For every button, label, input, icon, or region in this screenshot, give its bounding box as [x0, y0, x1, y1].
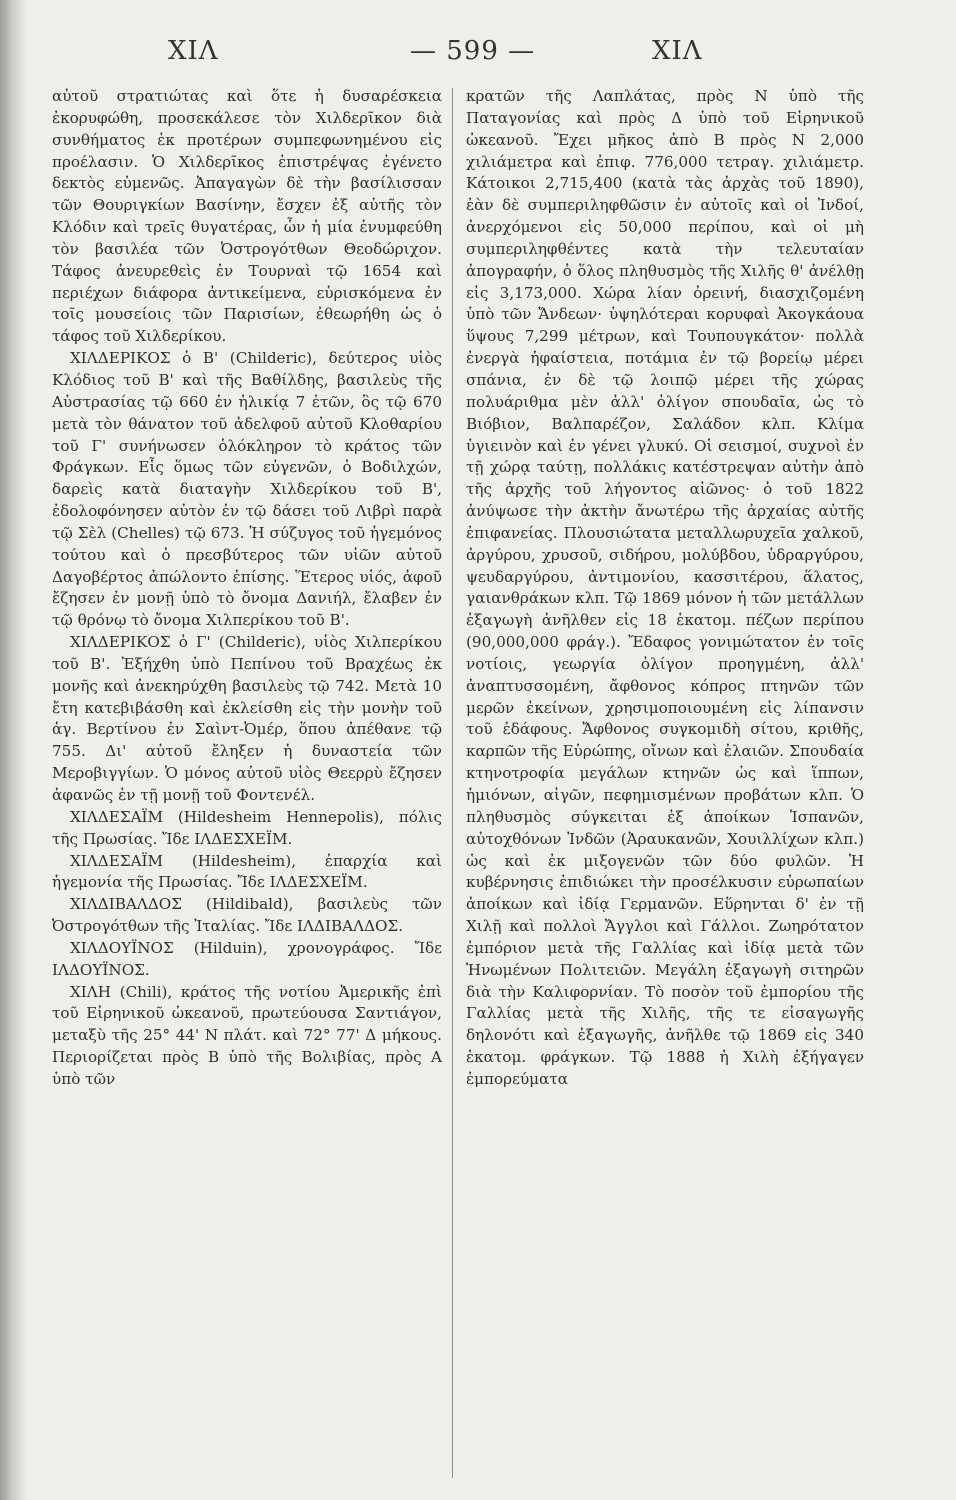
- header-left-keyword: ΧΙΛ: [168, 36, 219, 66]
- entry-paragraph: ΧΙΛΔΟΥΪΝΟΣ (Hilduin), χρονογράφος. Ἴδε ΙΛΔΟΥΪΝΟΣ.: [52, 938, 442, 979]
- column-divider: [452, 88, 453, 1478]
- entry-paragraph: ΧΙΛΗ (Chili), κράτος τῆς νοτίου Ἀμερικῆς ἐπὶ τοῦ Εἰρηνικοῦ ὠκεανοῦ, πρωτεύουσα Σαντιάγον, μεταξὺ τῆς 25° 44' Ν πλάτ. καὶ 72° 77' Δ μήκους. Περιορίζεται πρὸς Β ὑπὸ τῆς Βολιβίας, πρὸς Α ὑπὸ τῶν: [52, 982, 442, 1088]
- entry-paragraph: ΧΙΛΔΕΡΙΚΟΣ ὁ Β' (Childeric), δεύτερος υἱὸς Κλόδιος τοῦ Β' καὶ τῆς Βαθίλδης, βασιλεὺς τῆς Αὐστρασίας τῷ 660 ἐν ἡλικίᾳ 7 ἐτῶν, ὃς τῷ 670 μετὰ τὸν θάνατον τοῦ ἀδελφοῦ αὐτοῦ Κλοθαρίου τοῦ Γ' συνήνωσεν ὁλόκληρον τὸ κράτος τῶν Φράγκων. Εἷς ὅμως τῶν εὐγενῶν, ὁ Βοδιλχών, δαρεὶς κατὰ διαταγὴν Χιλδερίκου τοῦ Β', ἐδολοφόνησεν αὐτὸν ἐν τῷ δάσει τοῦ Λιβρὶ παρὰ τῷ Σὲλ (Chelles) τῷ 673. Ἡ σύζυγος τοῦ ἡγεμόνος τούτου καὶ ὁ πρεσβύτερος τῶν υἱῶν αὐτοῦ Δαγοβέρτος ἀπώλοντο ἐπίσης. Ἕτερος υἱός, ἀφοῦ ἔζησεν ἐν μονῇ ὑπὸ τὸ ὄνομα Δανιήλ, ἔλαβεν ἐν τῷ θρόνῳ τὸ ὄνομα Χιλπερίκου τοῦ Β'.: [52, 349, 442, 630]
- binding-shadow: [0, 0, 26, 1500]
- entry-paragraph: ΧΙΛΔΙΒΑΛΔΟΣ (Hildibald), βασιλεὺς τῶν Ὀστρογότθων τῆς Ἰταλίας. Ἴδε ΙΛΔΙΒΑΛΔΟΣ.: [52, 895, 442, 936]
- header-right-keyword: ΧΙΛ: [652, 36, 703, 66]
- entry-paragraph: ΧΙΛΔΕΡΙΚΟΣ ὁ Γ' (Childeric), υἱὸς Χιλπερίκου τοῦ Β'. Ἐξήχθη ὑπὸ Πεπίνου τοῦ Βραχέως ἐκ μονῆς καὶ ἀνεκηρύχθη βασιλεὺς τῷ 742. Μετὰ 10 ἔτη κατεβιβάσθη καὶ ἐκλείσθη εἰς τὴν μονὴν τοῦ ἁγ. Βερτίνου ἐν Σαὶντ-Ὀμέρ, ὅπου ἀπέθανε τῷ 755. Δι' αὐτοῦ ἔληξεν ἡ δυναστεία τῶν Μεροβιγγίων. Ὁ μόνος αὐτοῦ υἱὸς Θεερρὺ ἔζησεν ἀφανῶς ἐν τῇ μονῇ τοῦ Φοντενέλ.: [52, 633, 442, 804]
- running-header: [0, 36, 956, 76]
- entry-paragraph: ΧΙΛΔΕΣΑΪΜ (Hildesheim), ἐπαρχία καὶ ἡγεμονία τῆς Πρωσίας. Ἴδε ΙΛΔΕΣΧΕΪΜ.: [52, 851, 442, 892]
- page-number: — 599 —: [410, 36, 536, 66]
- paragraph: αὐτοῦ στρατιώτας καὶ ὅτε ἡ δυσαρέσκεια ἐκορυφώθη, προσεκάλεσε τὸν Χιλδερῖκον διὰ συνθήματος ἐκ προτέρων συμπεφωνημένου εἰς προέλασιν. Ὁ Χιλδερῖκος ἐπιστρέψας ἐγένετο δεκτὸς εὐμενῶς. Ἀπαγαγὼν δὲ τὴν βασίλισσαν τῶν Θουριγκίων Βασίνην, ἔσχεν ἐξ αὐτῆς τὸν Κλόδιν καὶ τρεῖς θυγατέρας, ὧν ἡ μία ἐνυμφεύθη τὸν βασιλέα τῶν Ὀστρογότθων Θεοδώριχον. Τάφος ἀνευρεθεὶς ἐν Τουρναὶ τῷ 1654 καὶ περιέχων διάφορα ἀντικείμενα, εὑρισκόμενα ἐν τοῖς μουσείοις τῶν Παρισίων, ἐθεωρήθη ὡς ὁ τάφος τοῦ Χιλδερίκου.: [52, 87, 442, 346]
- left-column: [52, 86, 442, 1091]
- entry-paragraph: ΧΙΛΔΕΣΑΪΜ (Hildesheim Hennepolis), πόλις τῆς Πρωσίας. Ἴδε ΙΛΔΕΣΧΕΪΜ.: [52, 807, 442, 848]
- paragraph: κρατῶν τῆς Λαπλάτας, πρὸς Ν ὑπὸ τῆς Παταγονίας καὶ πρὸς Δ ὑπὸ τοῦ Εἰρηνικοῦ ὠκεανοῦ. Ἔχει μῆκος ἀπὸ Β πρὸς Ν 2,000 χιλιάμετρα καὶ ἐπιφ. 776,000 τετραγ. χιλιάμετρ. Κάτοικοι 2,715,400 (κατὰ τὰς ἀρχὰς τοῦ 1890), ἐὰν δὲ συμπεριληφθῶσιν ἐν αὐτοῖς καὶ οἱ Ἰνδοί, ἀνερχόμενοι εἰς 50,000 περίπου, καὶ οἱ μὴ συμπεριληφθέντες κατὰ τὴν τελευταίαν ἀπογραφήν, ὁ ὅλος πληθυσμὸς τῆς Χιλῆς θ' ἀνέλθῃ εἰς 3,173,000. Χώρα λίαν ὀρεινή, διασχιζομένη ὑπὸ τῶν Ἄνδεων· ὑψηλότεραι κορυφαὶ Ἀκογκάουα ὕψους 7,299 μέτρων, καὶ Τουπουγκάτον· πολλὰ ἐνεργὰ ἡφαίστεια, ποτάμια ἐν τῷ βορείῳ μέρει σπάνια, ἐν δὲ τῷ λοιπῷ μέρει τῆς χώρας πολυάριθμα μὲν ἀλλ' ὀλίγον σπουδαῖα, ὡς τὸ Βιόβιον, Βαλπαρέζον, Σαλάδον κλπ. Κλίμα ὑγιεινὸν καὶ ἐν γένει γλυκύ. Οἱ σεισμοί, συχνοὶ ἐν τῇ χώρᾳ ταύτῃ, πολλάκις κατέστρεψαν αὐτὴν ἀπὸ τῆς ἀρχῆς τοῦ λήγοντος αἰῶνος· ὁ τοῦ 1822 ἀνύψωσε τὴν ἀκτὴν ἄνωτέρω τῆς ἀρχαίας αὐτῆς ἐπιφανείας. Πλουσιώτατα μεταλλωρυχεῖα χαλκοῦ, ἀργύρου, χρυσοῦ, σιδήρου, μολύβδου, ὑδραργύρου, ψευδαργύρου, ἀντιμονίου, κασσιτέρου, ἅλατος, γαιανθράκων κλπ. Τῷ 1869 μόνον ἡ τῶν μετάλλων ἐξαγωγὴ ἀνῆλθεν εἰς 18 ἑκατομ. πέζων περίπου (90,000,000 φράγ.). Ἔδαφος γονιμώτατον ἐν τοῖς νοτίοις, γεωργία ὀλίγον προηγμένη, ἀλλ' ἀναπτυσσομένη, ἄφθονος κόπρος πτηνῶν τῶν μερῶν ἐκείνων, χρησιμοποιουμένη εἰς λίπανσιν τοῦ ἐδάφους. Ἄφθονος συγκομιδὴ σίτου, κριθῆς, καρπῶν τῆς Εὐρώπης, οἴνων καὶ ἐλαιῶν. Σπουδαία κτηνοτροφία μεγάλων κτηνῶν ὡς καὶ ἵππων, ἡμιόνων, αἰγῶν, πεφημισμένων προβάτων κλπ. Ὁ πληθυσμὸς σύγκειται ἐξ ἀποίκων Ἱσπανῶν, αὐτοχθόνων Ἰνδῶν (Ἀραυκανῶν, Χουιλλίχων κλπ.) ὡς καὶ ἐκ μιξογενῶν τῶν δύο φυλῶν. Ἡ κυβέρνησις ἐπιδιώκει τὴν προσέλκυσιν εὐρωπαίων ἀποίκων καὶ ἰδίᾳ Γερμανῶν. Εὕρηνται δ' ἐν τῇ Χιλῇ καὶ πολλοὶ Ἄγγλοι καὶ Γάλλοι. Ζωηρότατον ἐμπόριον μετὰ τῆς Γαλλίας καὶ ἰδίᾳ μετὰ τῶν Ἡνωμένων Πολιτειῶν. Μεγάλη ἐξαγωγὴ σιτηρῶν διὰ τὴν Καλιφορνίαν. Τὸ ποσὸν τοῦ ἐμπορίου τῆς Γαλλίας μετὰ τῆς Χιλῆς, τῆς τε εἰσαγωγῆς δηλονότι καὶ ἐξαγωγῆς, ἀνῆλθε τῷ 1869 εἰς 340 ἑκατομ. φράγκων. Τῷ 1888 ἡ Χιλὴ ἐξήγαγεν ἐμπορεύματα: [466, 87, 864, 1088]
- right-column: [466, 86, 864, 1091]
